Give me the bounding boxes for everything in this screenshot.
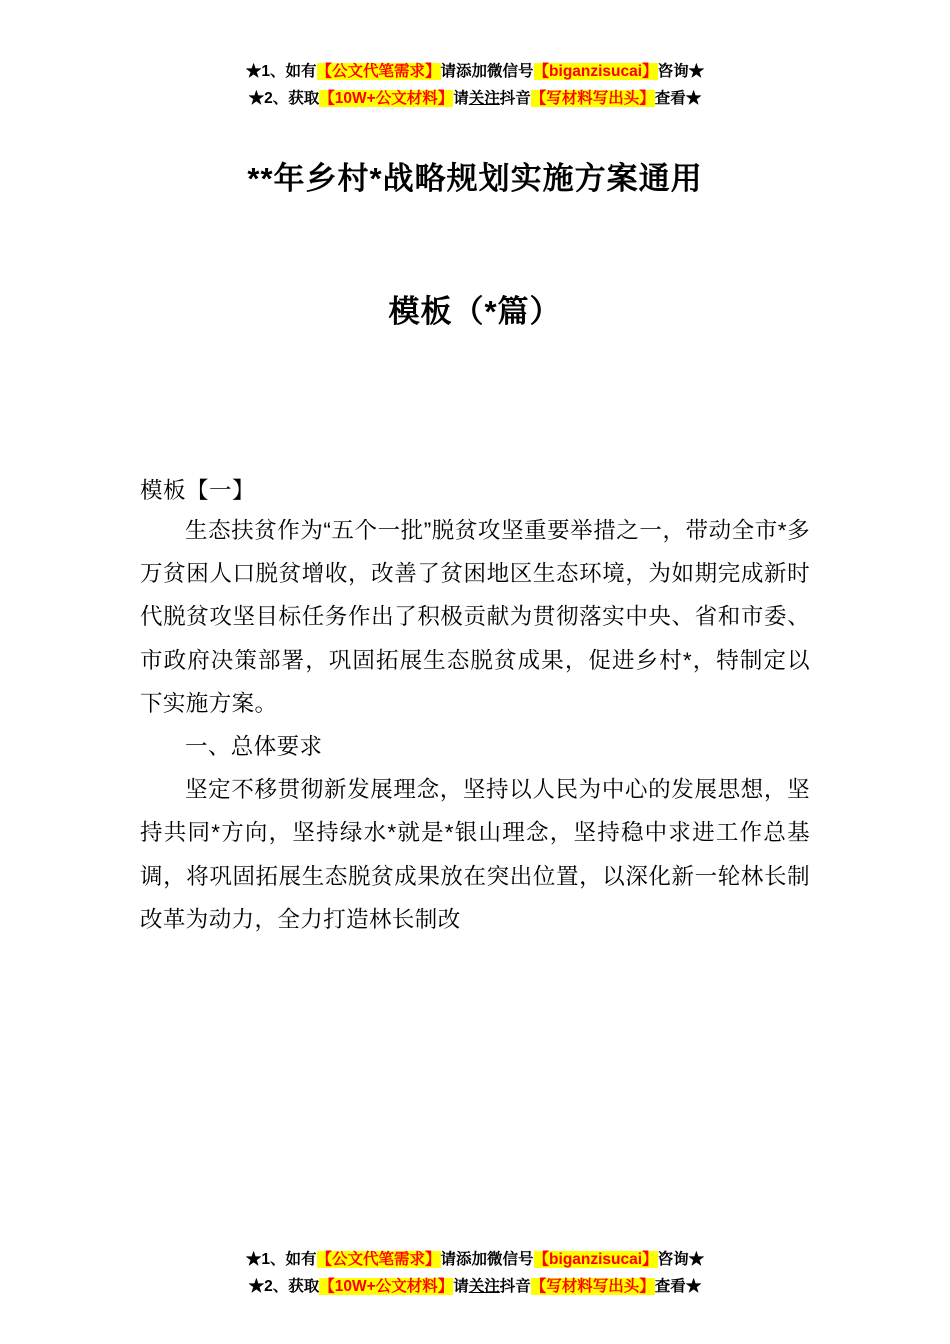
paragraph-overall-requirements: 坚定不移贯彻新发展理念，坚持以人民为中心的发展思想，坚持共同*方向，坚持绿水*就是*银山理念，坚持稳中求进工作总基调，将巩固拓展生态脱贫成果放在突出位置，以深化新一轮林长制改革为动力，全力打造林长制改 <box>140 777 810 932</box>
promo-line-2-text-4: 查看 <box>654 90 686 108</box>
promo-line-2 <box>0 1273 950 1300</box>
promo-line-2-text-3: 抖音 <box>499 90 531 108</box>
promo-line-1-highlight-1: 【公文代笔需求】 <box>316 63 441 80</box>
promo-line-1-text-2: 请添加微信号 <box>440 1250 534 1268</box>
promo-line-2-highlight-2: 【写材料写出头】 <box>530 90 655 108</box>
promo-line-1-text-2: 请添加微信号 <box>440 63 534 80</box>
promo-line-2-highlight-1: 【10W+公文材料】 <box>319 1277 454 1295</box>
promo-line-2-text-1: 2、获取 <box>264 90 320 108</box>
page-title-line-2: 模板（*篇） <box>388 294 562 330</box>
star-right-icon: ★ <box>688 63 705 80</box>
promo-line-2-text-1: 2、获取 <box>264 1277 320 1295</box>
footer-promo-banner <box>0 1246 950 1300</box>
star-left-icon: ★ <box>245 63 262 80</box>
promo-line-2-text-2: 请 <box>453 1277 469 1295</box>
star-right-icon: ★ <box>685 1277 702 1295</box>
promo-line-1 <box>140 58 810 85</box>
heading-overall-requirements: 一、总体要求 <box>185 734 323 760</box>
promo-line-2 <box>140 85 810 112</box>
star-left-icon: ★ <box>248 90 265 108</box>
promo-line-1 <box>0 1246 950 1273</box>
promo-line-2-text-2: 请 <box>453 90 469 108</box>
star-right-icon: ★ <box>685 90 702 108</box>
page-title-line-1: **年乡村*战略规划实施方案通用 <box>247 161 703 197</box>
star-right-icon: ★ <box>688 1250 705 1268</box>
promo-line-1-text-1: 1、如有 <box>261 1250 317 1268</box>
promo-line-2-text-4: 查看 <box>654 1277 686 1295</box>
promo-line-2-highlight-1: 【10W+公文材料】 <box>319 90 454 108</box>
promo-line-2-text-3: 抖音 <box>499 1277 531 1295</box>
star-left-icon: ★ <box>248 1277 265 1295</box>
promo-line-1-text-1: 1、如有 <box>261 63 317 80</box>
promo-line-2-text-underline: 关注 <box>468 1277 500 1295</box>
promo-line-2-highlight-2: 【写材料写出头】 <box>530 1277 655 1295</box>
promo-line-1-text-3: 咨询 <box>657 63 689 80</box>
star-left-icon: ★ <box>245 1250 262 1268</box>
header-promo-banner <box>140 58 810 112</box>
template-label: 模板【一】 <box>140 478 256 504</box>
promo-line-1-text-3: 咨询 <box>657 1250 689 1268</box>
paragraph-intro: 生态扶贫作为“五个一批”脱贫攻坚重要举措之一，带动全市*多万贫困人口脱贫增收，改善了贫困地区生态环境，为如期完成新时代脱贫攻坚目标任务作出了积极贡献为贯彻落实中央、省和市委、市政府决策部署，巩固拓展生态脱贫成果，促进乡村*，特制定以下实施方案。 <box>140 518 810 716</box>
promo-line-1-highlight-2: 【biganzisucai】 <box>533 1250 658 1268</box>
promo-line-1-highlight-2: 【biganzisucai】 <box>533 63 658 80</box>
promo-line-1-highlight-1: 【公文代笔需求】 <box>316 1250 441 1268</box>
promo-line-2-text-underline: 关注 <box>468 90 500 108</box>
